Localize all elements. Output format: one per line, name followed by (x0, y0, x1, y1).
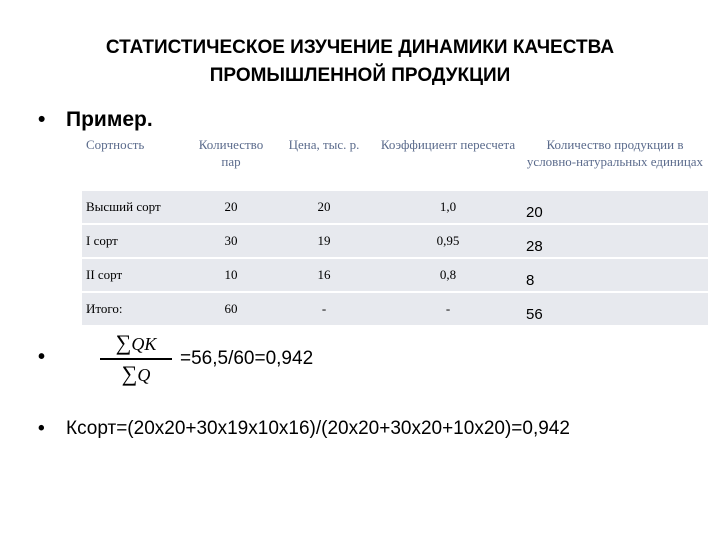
cell-quantity: 30 (188, 224, 274, 258)
example-label: Пример. (66, 108, 153, 131)
sum-icon: ∑ (115, 330, 132, 355)
sum-icon: ∑ (121, 360, 138, 386)
numerator-text: QK (131, 334, 157, 354)
cell-coefficient: - (374, 292, 522, 326)
header-coefficient: Коэффициент пересчета (380, 137, 516, 152)
table-row (82, 224, 708, 258)
cell-grade: Итого: (82, 292, 188, 326)
formula-numerator (96, 330, 176, 357)
cell-price: 16 (274, 258, 374, 292)
header-quantity: Количество пар (198, 137, 264, 169)
cell-grade: II сорт (82, 258, 188, 292)
header-grade: Сортность (86, 137, 145, 152)
fraction-line (100, 358, 172, 360)
table-row (82, 191, 708, 224)
cell-conditional-units: 8 (522, 258, 708, 292)
slide-title (0, 34, 720, 90)
cell-conditional-units: 56 (522, 292, 708, 326)
header-price: Цена, тыс. р. (288, 137, 360, 152)
data-table (82, 132, 708, 327)
cell-grade: Высший сорт (82, 191, 188, 224)
bullet-icon: • (38, 418, 45, 439)
table-row (82, 258, 708, 292)
table-row-total (82, 292, 708, 326)
formula-denominator (96, 361, 176, 388)
cell-conditional-units: 20 (522, 191, 708, 224)
cell-price: 20 (274, 191, 374, 224)
formula-fraction (96, 330, 176, 394)
cell-quantity: 10 (188, 258, 274, 292)
table-header-row (82, 132, 708, 191)
cell-grade: I сорт (82, 224, 188, 258)
title-line-1: СТАТИСТИЧЕСКОЕ ИЗУЧЕНИЕ ДИНАМИКИ КАЧЕСТВА (105, 37, 615, 58)
cell-conditional-units: 28 (522, 224, 708, 258)
denominator-text: Q (137, 364, 151, 385)
cell-coefficient: 0,95 (374, 224, 522, 258)
cell-price: 19 (274, 224, 374, 258)
formula-bullet (38, 346, 66, 369)
bullet-icon: • (38, 108, 46, 131)
bullet-icon: • (38, 346, 46, 368)
title-line-2: ПРОМЫШЛЕННОЙ ПРОДУКЦИИ (209, 65, 511, 86)
cell-coefficient: 0,8 (374, 258, 522, 292)
example-bullet (38, 108, 153, 132)
cell-price: - (274, 292, 374, 326)
formula-result: =56,5/60=0,942 (180, 348, 314, 369)
cell-quantity: 60 (188, 292, 274, 326)
k-sort-formula: Ксорт=(20х20+30х19х10х16)/(20х20+30х20+10х20)=0,942 (66, 418, 570, 439)
cell-coefficient: 1,0 (374, 191, 522, 224)
cell-quantity: 20 (188, 191, 274, 224)
header-conditional-units: Количество продукции в условно-натуральных единицах (526, 137, 704, 169)
k-line-bullet (38, 418, 570, 440)
